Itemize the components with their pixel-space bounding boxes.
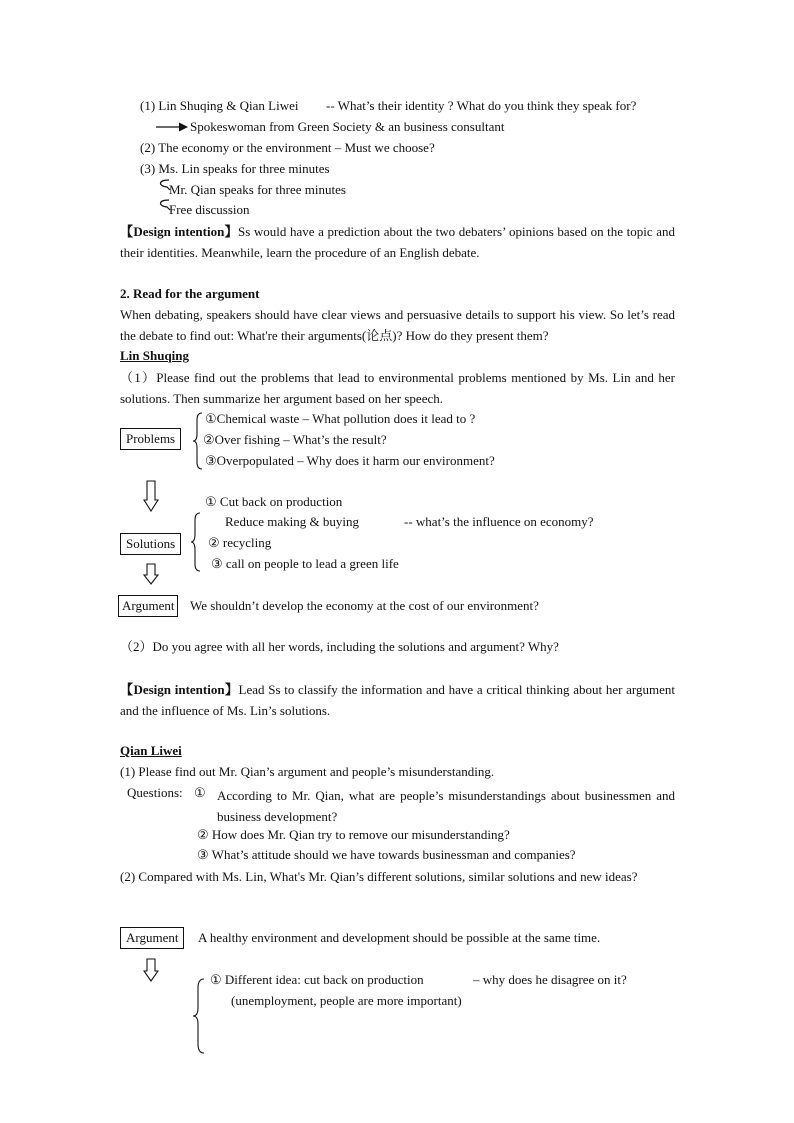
solution-2: ② recycling: [208, 535, 272, 550]
solution-1-ask: -- what’s the influence on economy?: [404, 514, 594, 529]
qian-different-idea: ① Different idea: cut back on production: [210, 972, 424, 987]
question-a: According to Mr. Qian, what are people’s misunderstandings about businessmen and business development?: [217, 788, 675, 824]
design-intention-1: [120, 221, 675, 263]
question-2: (2) The economy or the environment – Must we choose?: [140, 140, 435, 155]
question-1-answer: Spokeswoman from Green Society & an business consultant: [190, 119, 505, 134]
question-3-step-3: Free discussion: [169, 202, 250, 217]
question-1-ask: -- What’s their identity ? What do you think they speak for?: [326, 98, 637, 113]
problem-item: ①Chemical waste – What pollution does it lead to ?: [205, 411, 476, 426]
design-intention-label: 【Design intention】: [120, 224, 238, 239]
problem-item: ③Overpopulated – Why does it harm our environment?: [205, 453, 495, 468]
question-3-step-2: Mr. Qian speaks for three minutes: [169, 182, 346, 197]
left-brace-icon: [192, 978, 206, 1054]
solution-1-sub: Reduce making & buying: [225, 514, 359, 529]
problem-item: ②Over fishing – What’s the result?: [203, 432, 387, 447]
problems-box: Problems: [120, 428, 181, 450]
left-brace-icon: [190, 512, 202, 572]
section-intro: When debating, speakers should have clear views and persuasive details to support his view. So let’s read the debate to find out: What're their arguments(论点)? How do they present them?: [120, 307, 675, 343]
question-b: ② How does Mr. Qian try to remove our misunderstanding?: [197, 827, 510, 842]
questions-label: Questions:: [127, 785, 183, 800]
design-intention-text: Ss would have a prediction about the two debaters’ opinions based on the topic and their identities. Meanwhile, learn the procedure of an English debate.: [120, 224, 675, 260]
design-intention-label: 【Design intention】: [120, 682, 239, 697]
solutions-box: Solutions: [120, 533, 181, 555]
question-1: (1) Lin Shuqing & Qian Liwei: [140, 98, 299, 113]
solution-3: ③ call on people to lead a green life: [211, 556, 399, 571]
lin-shuqing-heading: Lin Shuqing: [120, 348, 190, 363]
qian-liwei-heading: Qian Liwei: [120, 743, 182, 758]
right-arrow-icon: [155, 121, 189, 133]
lin-task-2: （2）Do you agree with all her words, including the solutions and argument? Why?: [120, 639, 559, 654]
down-arrow-icon: [143, 563, 159, 585]
design-intention-2: [120, 679, 675, 721]
design-intention-text: Lead Ss to classify the information and have a critical thinking about her argument and the influence of Ms. Lin’s solutions.: [120, 682, 675, 718]
qian-task-2: (2) Compared with Ms. Lin, What's Mr. Qian’s different solutions, similar solutions and new ideas?: [120, 869, 638, 884]
qian-different-idea-ask: – why does he disagree on it?: [473, 972, 627, 987]
qian-argument: A healthy environment and development should be possible at the same time.: [198, 930, 601, 945]
question-c: ③ What’s attitude should we have towards businessman and companies?: [197, 847, 576, 862]
lin-task-1: （1）Please find out the problems that lead to environmental problems mentioned by Ms. Lin and her solutions. Then summarize her argument based on her speech.: [120, 370, 675, 406]
down-arrow-icon: [143, 480, 159, 512]
section-heading: 2. Read for the argument: [120, 286, 260, 301]
down-arrow-icon: [143, 958, 159, 982]
argument-box: Argument: [118, 595, 178, 617]
argument-box: Argument: [120, 927, 184, 949]
lin-argument: We shouldn’t develop the economy at the cost of our environment?: [190, 598, 539, 613]
qian-different-idea-note: (unemployment, people are more important): [231, 993, 462, 1008]
question-3: (3) Ms. Lin speaks for three minutes: [140, 161, 330, 176]
question-a-number: ①: [194, 785, 206, 800]
solution-1: ① Cut back on production: [205, 494, 343, 509]
qian-task-1: (1) Please find out Mr. Qian’s argument and people’s misunderstanding.: [120, 764, 495, 779]
